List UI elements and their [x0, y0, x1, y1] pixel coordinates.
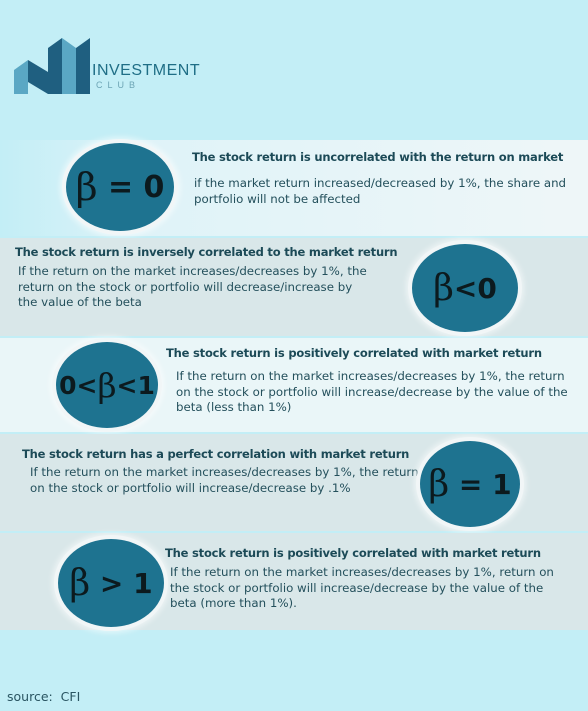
beta-greater-circle: [58, 539, 164, 627]
beta-negative-circle: [412, 244, 518, 332]
section-text: If the return on the market increases/decreases by 1%, the return on the stock or portfolio will increase/decrease by the value of the beta (less than 1%): [176, 369, 568, 414]
beta-relation: = 1: [449, 467, 512, 501]
beta-relation: = 0: [97, 169, 165, 205]
logo-wordmark: INVESTMENT: [92, 62, 201, 79]
logo-submark: CLUB: [96, 80, 141, 90]
section-heading: The stock return is positively correlated with market return: [166, 346, 542, 360]
beta-symbol: β: [428, 463, 450, 505]
beta-one-circle: [420, 441, 520, 527]
section-text: If the return on the market increases/decreases by 1%, the return on the stock or portfolio will decrease/increase by the value of the beta: [18, 264, 367, 309]
beta-between-circle: [56, 342, 158, 428]
beta-relation: > 1: [90, 566, 153, 600]
source-credit: source: CFI: [7, 689, 81, 704]
section-text: If the return on the market increases/decreases by 1%, return on the stock or portfolio will increase/decrease by the value of the beta (more than 1%).: [170, 565, 554, 610]
beta-relation: <1: [116, 370, 155, 400]
beta-symbol: β: [69, 562, 91, 604]
section-heading: The stock return is uncorrelated with the return on market: [192, 150, 564, 164]
section-heading: The stock return is inversely correlated to the market return: [15, 245, 398, 259]
section-heading: The stock return is positively correlated with market return: [165, 546, 541, 560]
beta-zero-circle: [66, 143, 174, 231]
section-text: if the market return increased/decreased by 1%, the share and portfolio will not be affected: [194, 176, 567, 206]
section-heading: The stock return has a perfect correlation with market return: [22, 447, 410, 461]
beta-relation: <0: [453, 271, 497, 305]
beta-symbol: β: [97, 365, 117, 405]
beta-prefix: 0<: [59, 370, 98, 400]
beta-symbol: β: [433, 267, 454, 309]
section-text: If the return on the market increases/decreases by 1%, the return on the stock or portfolio will increase/decrease by .1%: [30, 465, 419, 495]
beta-symbol: β: [75, 165, 98, 209]
